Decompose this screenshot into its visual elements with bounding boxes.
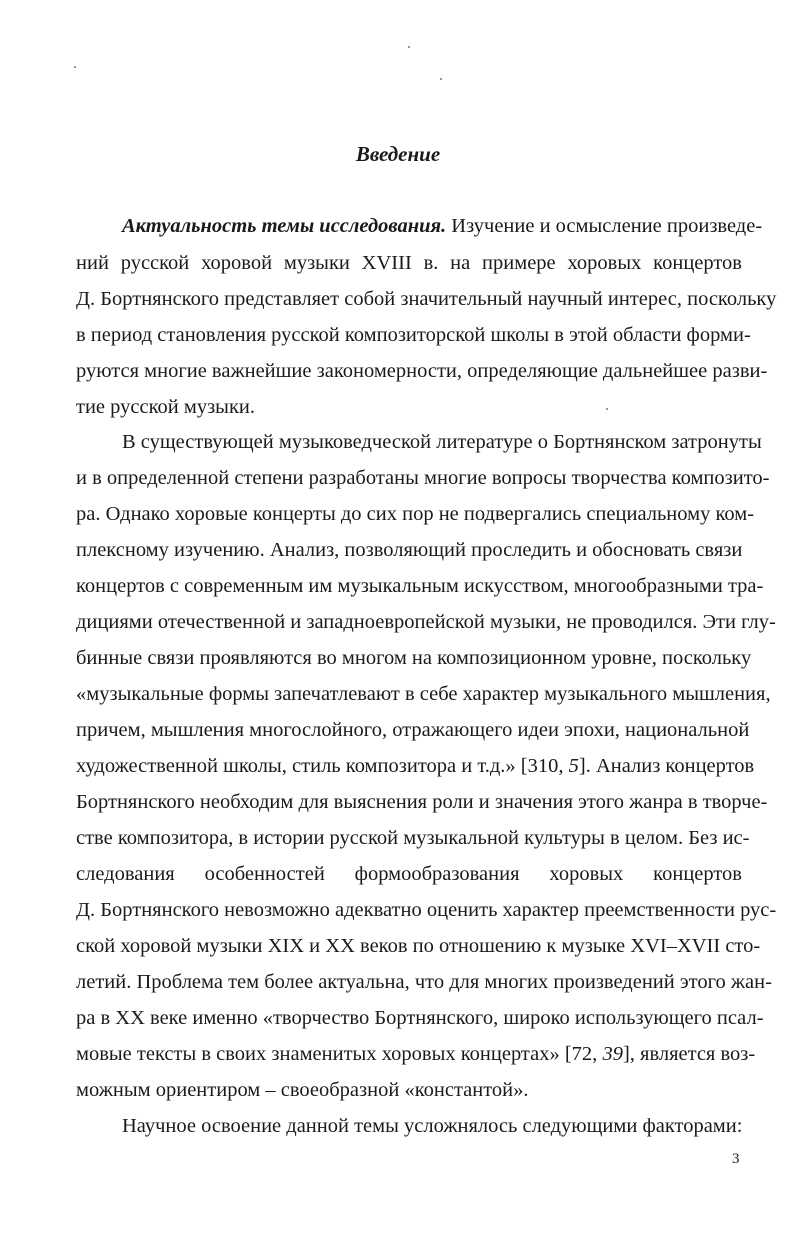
paragraph-line: причем, мышления многослойного, отражающего идеи эпохи, национальной (76, 719, 750, 741)
paragraph-line: можным ориентиром – своеобразной «константой». (76, 1079, 529, 1101)
paragraph-line: В существующей музыковедческой литературе о Бортнянском затронуты (122, 431, 762, 453)
paragraph-line: «музыкальные формы запечатлевают в себе характер музыкального мышления, (76, 683, 771, 705)
paragraph-line: ской хоровой музыки XIX и XX веков по отношению к музыке XVI–XVII сто- (76, 935, 761, 957)
paragraph-line: ний русской хоровой музыки XVIII в. на примере хоровых концертов (76, 252, 742, 274)
paragraph-line: Актуальность темы исследования. Изучение и осмысление произведе- (122, 215, 763, 237)
paragraph-line: летий. Проблема тем более актуальна, что для многих произведений этого жан- (76, 971, 772, 993)
paragraph-line: в период становления русской композиторской школы в этой области форми- (76, 324, 751, 346)
paragraph-line: следования особенностей формообразования хоровых концертов (76, 863, 742, 885)
paragraph-line: тие русской музыки. (76, 396, 255, 418)
paragraph-line: Д. Бортнянского представляет собой значительный научный интерес, поскольку (76, 288, 777, 310)
paragraph-line: ра в XX веке именно «творчество Бортнянского, широко использующего псал- (76, 1007, 764, 1029)
paragraph-line: Бортнянского необходим для выяснения роли и значения этого жанра в творче- (76, 791, 768, 813)
paragraph-line: плексному изучению. Анализ, позволяющий проследить и обосновать связи (76, 539, 743, 561)
paragraph-line: бинные связи проявляются во многом на композиционном уровне, поскольку (76, 647, 752, 669)
citation-page: 39 (602, 1043, 623, 1065)
page-title: Введение (355, 142, 441, 166)
page-number: 3 (732, 1151, 740, 1167)
paragraph-line: мовые тексты в своих знаменитых хоровых концертах» [72, 39], является воз- (76, 1043, 756, 1065)
citation-page: 5 (568, 755, 579, 777)
paragraph-line: Научное освоение данной темы усложнялось следующими факторами: (122, 1115, 743, 1137)
scan-speck (74, 66, 76, 68)
paragraph-line: стве композитора, в истории русской музыкальной культуры в целом. Без ис- (76, 827, 750, 849)
paragraph-line: Д. Бортнянского невозможно адекватно оценить характер преемственности рус- (76, 899, 777, 921)
scan-speck (408, 46, 410, 48)
paragraph-line: дициями отечественной и западноевропейской музыки, не проводился. Эти глу- (76, 611, 776, 633)
paragraph-line: концертов с современным им музыкальным искусством, многообразными тра- (76, 575, 764, 597)
paragraph-line: и в определенной степени разработаны многие вопросы творчества композито- (76, 467, 770, 489)
scan-speck (440, 78, 442, 80)
lead-phrase: Актуальность темы исследования. (122, 215, 447, 237)
paragraph-line: ра. Однако хоровые концерты до сих пор не подвергались специальному ком- (76, 503, 755, 525)
paragraph-line: руются многие важнейшие закономерности, определяющие дальнейшее разви- (76, 360, 768, 382)
paragraph-line: художественной школы, стиль композитора и т.д.» [310, 5]. Анализ концертов (76, 755, 755, 777)
